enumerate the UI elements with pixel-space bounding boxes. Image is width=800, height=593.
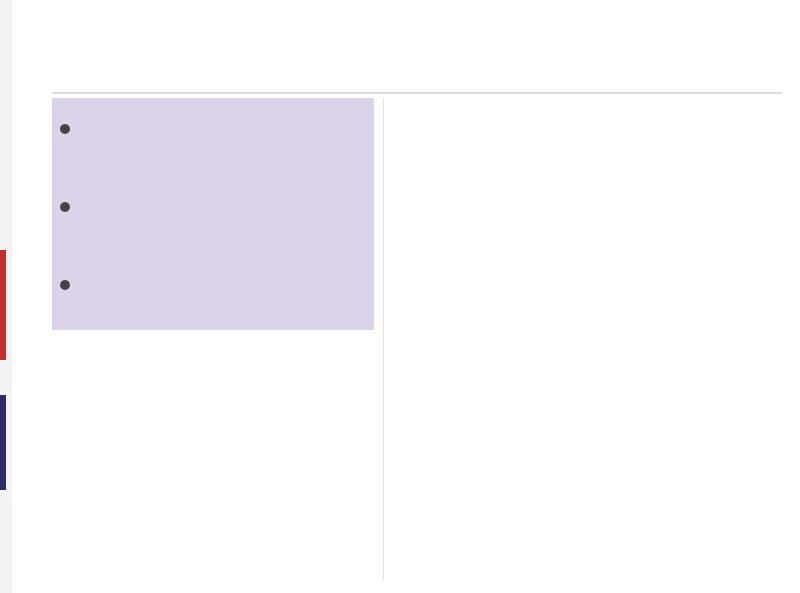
column-divider: [383, 98, 384, 580]
adjacent-page-mark: [0, 250, 6, 360]
bullet-dot-icon: [60, 280, 70, 290]
right-column: [396, 98, 706, 593]
article-body-right: [396, 98, 706, 588]
article-headline: [52, 8, 782, 94]
highlight-item: [60, 262, 366, 324]
highlights-box: [52, 98, 374, 330]
bullet-dot-icon: [60, 202, 70, 212]
adjacent-page-edge: [0, 0, 12, 593]
highlight-item: [60, 106, 366, 174]
left-column: [52, 98, 374, 593]
highlight-item: [60, 184, 366, 252]
bullet-dot-icon: [60, 124, 70, 134]
adjacent-page-mark: [0, 395, 6, 490]
article-body-left: [52, 338, 374, 590]
